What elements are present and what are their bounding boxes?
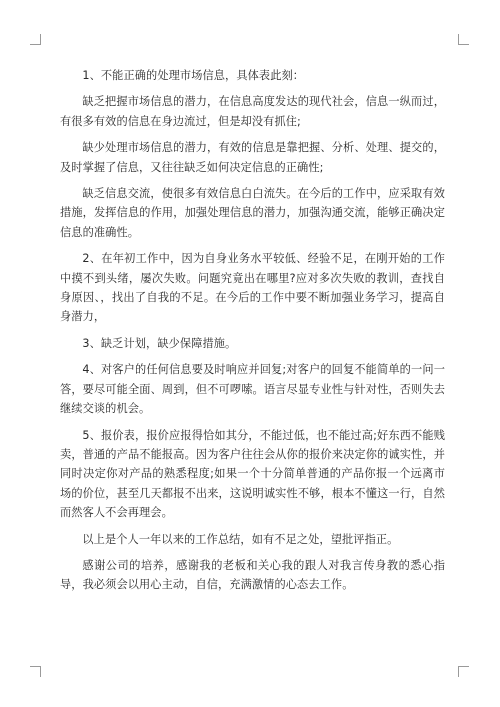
paragraph: 1、不能正确的处理市场信息，具体表此刻：: [82, 69, 305, 82]
crop-mark-top-left: [30, 34, 41, 45]
paragraph: 缺少处理市场信息的潜力，有效的信息是靠把握、分析、处理、提交的，及时掌握了信息，又往往缺乏如何决定信息的正确性;: [60, 141, 445, 174]
document-body: [60, 66, 445, 602]
paragraph: 感谢公司的培养，感谢我的老板和关心我的跟人对我言传身教的悉心指导，我必须会以用心主动，自信，充满激情的心态去工作。: [60, 558, 445, 592]
crop-mark-top-right: [458, 34, 469, 45]
paragraph: 5、报价表，报价应报得恰如其分，不能过低，也不能过高;好东西不能贱卖，普通的产品不能报高。因为客户往往会从你的报价来决定你的诚实性，并同时决定你对产品的熟悉程度;如果一个十分简单普通的产品你报一个远离市场的价位，甚至几天都报不出来，这说明诚实性不够，根本不懂这一行，自然而然客人不会再理会。: [60, 428, 445, 520]
crop-mark-bottom-right: [458, 666, 469, 677]
paragraph: 3、缺乏计划，缺少保障措施。: [82, 336, 237, 350]
crop-mark-bottom-left: [30, 666, 41, 677]
paragraph: 2、在年初工作中，因为自身业务水平较低、经验不足，在刚开始的工作中摸不到头绪，屡次失败。问题究竟出在哪里?应对多次失败的教训，查找自身原因、，找出了自我的不足。在今后的工作中要不断加强业务学习，提高自身潜力，: [60, 252, 445, 324]
paragraph: 4、对客户的任何信息要及时响应并回复;对客户的回复不能简单的一问一答，要尽可能全面、周到，但不可啰嗦。语言尽显专业性与针对性，否则失去继续交谈的机会。: [60, 363, 445, 416]
paragraph: 以上是个人一年以来的工作总结，如有不足之处，望批评指正。: [82, 532, 399, 546]
paragraph: 缺乏信息交流，使很多有效信息白白流失。在今后的工作中，应采取有效措施，发挥信息的作用，加强处理信息的潜力，加强沟通交流，能够正确决定信息的准确性。: [60, 187, 445, 239]
paragraph: 缺乏把握市场信息的潜力，在信息高度发达的现代社会，信息一纵而过，有很多有效的信息在身边流过，但是却没有抓住;: [60, 95, 445, 128]
